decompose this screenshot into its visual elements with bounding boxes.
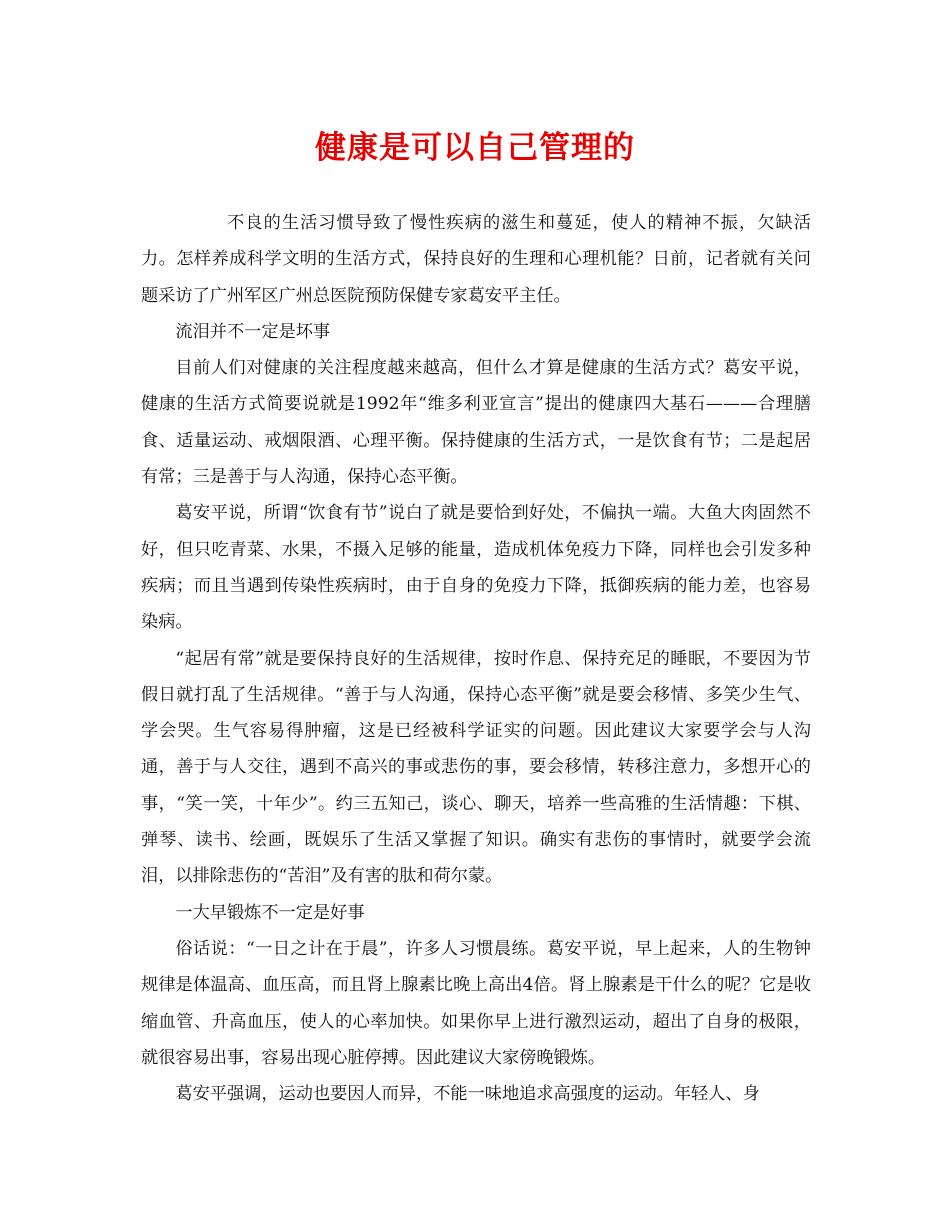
section-heading-morning-exercise: 一大早锻炼不一定是好事 — [175, 902, 365, 923]
body-paragraph: “起居有常”就是要保持良好的生活规律，按时作息、保持充足的睡眠，不要因为节假日就打乱了生活规律。“善于与人沟通，保持心态平衡”就是要会移情、多笑少生气、学会哭。生气容易得肿瘤，这是已经被科学证实的问题。因此建议大家要学会与人沟通，善于与人交往，遇到不高兴的事或悲伤的事，要会移情，转移注意力，多想开心的事，“笑一笑，十年少”。约三五知己，谈心、聊天，培养一些高雅的生活情趣：下棋、弹琴、读书、绘画，既娱乐了生活又掌握了知识。确实有悲伤的事情时，就要学会流泪，以排除悲伤的“苦泪”及有害的肽和荷尔蒙。 — [141, 648, 811, 887]
body-paragraph: 葛安平说，所谓“饮食有节”说白了就是要恰到好处，不偏执一端。大鱼大肉固然不好，但只吃青菜、水果，不摄入足够的能量，造成机体免疫力下降，同样也会引发多种疾病；而且当遇到传染性疾病时，由于自身的免疫力下降，抵御疾病的能力差，也容易染病。 — [141, 503, 811, 633]
body-paragraph: 目前人们对健康的关注程度越来越高，但什么才算是健康的生活方式？葛安平说，健康的生活方式简要说就是1992年“维多利亚宣言”提出的健康四大基石———合理膳食、适量运动、戒烟限酒、心理平衡。保持健康的生活方式，一是饮食有节；二是起居有常；三是善于与人沟通，保持心态平衡。 — [141, 358, 811, 488]
intro-paragraph: 不良的生活习惯导致了慢性疾病的滋生和蔓延，使人的精神不振，欠缺活力。怎样养成科学文明的生活方式，保持良好的生理和心理机能？日前，记者就有关问题采访了广州军区广州总医院预防保健专家葛安平主任。 — [141, 213, 811, 306]
article-body — [141, 205, 811, 1112]
body-paragraph-truncated: 葛安平强调，运动也要因人而异，不能一味地追求高强度的运动。年轻人、身 — [175, 1084, 760, 1105]
document-title: 健康是可以自己管理的 — [315, 130, 635, 166]
section-heading-tears: 流泪并不一定是坏事 — [175, 321, 331, 342]
body-paragraph: 俗话说：“一日之计在于晨”，许多人习惯晨练。葛安平说，早上起来，人的生物钟规律是体温高、血压高，而且肾上腺素比晚上高出4倍。肾上腺素是干什么的呢？它是收缩血管、升高血压，使人的心率加快。如果你早上进行激烈运动，超出了自身的极限，就很容易出事，容易出现心脏停搏。因此建议大家傍晚锻炼。 — [141, 938, 811, 1068]
